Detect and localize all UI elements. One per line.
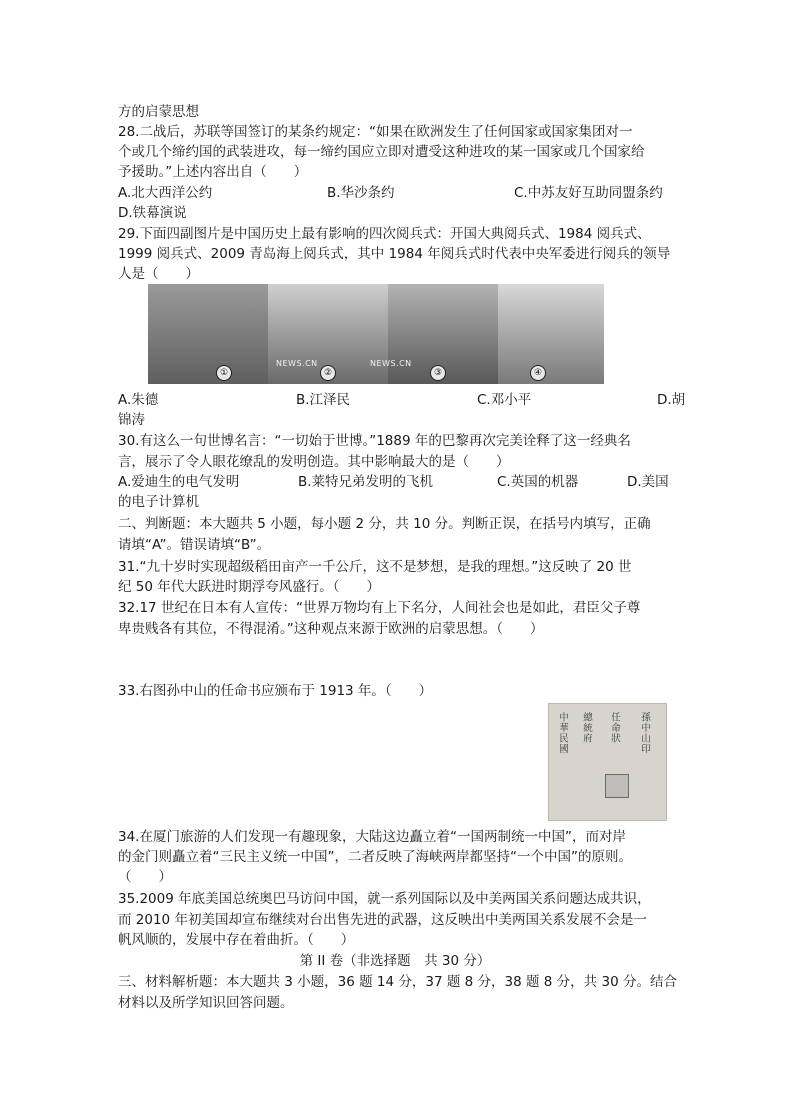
option-d-continued: 锦涛 (118, 412, 145, 428)
option-d: D.铁幕演说 (118, 205, 187, 221)
text-line: 方的启蒙思想 (118, 104, 199, 120)
question-29-text: 人是（ ） (118, 266, 199, 282)
question-34-text: （ ） (118, 869, 172, 885)
option-d: D.胡 (657, 392, 686, 408)
volume-2-title: 第 II 卷（非选择题 共 30 分） (299, 953, 491, 969)
watermark-text: NEWS.CN (370, 359, 412, 368)
question-29-text: 29.下面四副图片是中国历史上最有影响的四次阅兵式：开国大典阅兵式、1984 阅兵式、 (118, 226, 651, 242)
parade-photos-image (148, 284, 604, 384)
option-b: B.江泽民 (296, 392, 351, 408)
section-2-heading: 二、判断题：本大题共 5 小题，每小题 2 分，共 10 分。判断正误，在括号内填写，正确 (118, 516, 651, 532)
question-35-text: 帆风顺的，发展中存在着曲折。（ ） (118, 932, 355, 948)
section-3-heading: 三、材料解析题：本大题共 3 小题，36 题 14 分，37 题 8 分，38 题 8 分，共 30 分。结合 (118, 974, 677, 990)
option-a: A.朱德 (118, 392, 159, 408)
question-31-text: 31.“九十岁时实现超级稻田亩产一千公斤，这不是梦想，是我的理想。”这反映了 20 世 (118, 559, 632, 575)
question-28-text: 予援助。”上述内容出自（ ） (118, 164, 308, 180)
appointment-document-image: 中華民國 總統府 任命狀 孫中山印 (548, 703, 667, 821)
option-a: A.北大西洋公约 (118, 185, 213, 201)
question-30-text: 言，展示了令人眼花缭乱的发明创造。其中影响最大的是（ ） (118, 454, 510, 470)
option-c: C.英国的机器 (497, 474, 579, 490)
question-29-text: 1999 阅兵式、2009 青岛海上阅兵式，其中 1984 年阅兵式时代表中央军委进行阅兵的领导 (118, 246, 671, 262)
question-31-text: 纪 50 年代大跃进时期浮夸风盛行。（ ） (118, 579, 381, 595)
option-c: C.中苏友好互助同盟条约 (514, 185, 663, 201)
question-30-text: 30.有这么一句世博名言：“一切始于世博。”1889 年的巴黎再次完美诠释了这一经典名 (118, 433, 631, 449)
question-35-text: 而 2010 年初美国却宣布继续对台出售先进的武器，这反映出中美两国关系发展不会是一 (118, 912, 647, 928)
option-d-continued: 的电子计算机 (118, 494, 199, 510)
question-35-text: 35.2009 年底美国总统奥巴马访问中国，就一系列国际以及中美两国关系问题达成共识， (118, 891, 651, 907)
question-34-text: 34.在厦门旅游的人们发现一有趣现象，大陆这边矗立着“一国两制统一中国”，而对岸 (118, 829, 626, 845)
seal-stamp (605, 774, 629, 798)
option-d: D.美国 (627, 474, 669, 490)
watermark-text: NEWS.CN (276, 359, 318, 368)
question-28-text: 28.二战后，苏联等国签订的某条约规定：“如果在欧洲发生了任何国家或国家集团对一 (118, 124, 633, 140)
question-33-text: 33.右图孙中山的任命书应颁布于 1913 年。（ ） (118, 683, 433, 699)
photo-label-4: ④ (530, 365, 546, 381)
section-3-heading: 材料以及所学知识回答问题。 (118, 995, 294, 1011)
question-32-text: 32.17 世纪在日本有人宣传：“世界万物均有上下名分，人间社会也是如此，君臣父子尊 (118, 600, 641, 616)
option-b: B.华沙条约 (327, 185, 395, 201)
option-a: A.爱迪生的电气发明 (118, 474, 240, 490)
photo-label-1: ① (216, 365, 232, 381)
photo-label-2: ② (320, 365, 336, 381)
option-b: B.莱特兄弟发明的飞机 (298, 474, 434, 490)
photo-label-3: ③ (430, 365, 446, 381)
option-c: C.邓小平 (477, 392, 532, 408)
section-2-heading: 请填“A”。错误请填“B”。 (118, 537, 271, 553)
question-32-text: 卑贵贱各有其位，不得混淆。”这种观点来源于欧洲的启蒙思想。（ ） (118, 621, 544, 637)
question-28-text: 个或几个缔约国的武装进攻，每一缔约国应立即对遭受这种进攻的某一国家或几个国家给 (118, 144, 645, 160)
question-34-text: 的金门则矗立着“三民主义统一中国”，二者反映了海峡两岸都坚持“一个中国”的原则。 (118, 849, 632, 865)
